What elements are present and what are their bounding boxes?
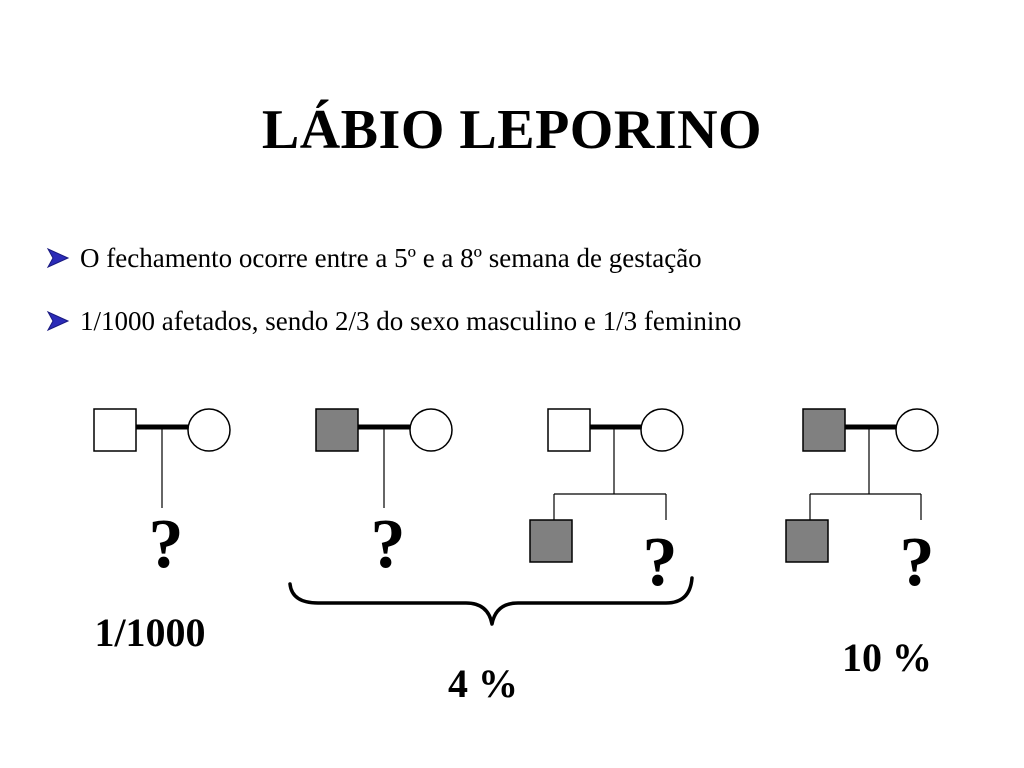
unknown-child-marker: ? [899,524,935,601]
pedigree-affected-father-and-sibling [786,409,938,601]
father-square [548,409,590,451]
affected-sibling-square [786,520,828,562]
risk-label-population: 1/1000 [94,610,206,655]
unknown-child-marker: ? [642,524,678,601]
pedigree-affected-sibling [530,409,683,601]
father-square [94,409,136,451]
unknown-child-marker: ? [148,506,184,583]
risk-label-both: 10 % [842,635,932,680]
affected-sibling-square [530,520,572,562]
mother-circle [641,409,683,451]
mother-circle [896,409,938,451]
father-square-affected [316,409,358,451]
slide-title: LÁBIO LEPORINO [261,99,763,161]
unknown-child-marker: ? [370,506,406,583]
pedigree-unaffected-parents [94,409,230,583]
risk-label-grouped: 4 % [448,661,518,706]
bullet-text: O fechamento ocorre entre a 5º e a 8º semana de gestação [80,242,702,273]
mother-circle [188,409,230,451]
mother-circle [410,409,452,451]
bullet-text: 1/1000 afetados, sendo 2/3 do sexo masculino e 1/3 feminino [80,305,742,336]
father-square-affected [803,409,845,451]
grouping-brace [290,578,692,624]
pedigree-affected-father [316,409,452,583]
